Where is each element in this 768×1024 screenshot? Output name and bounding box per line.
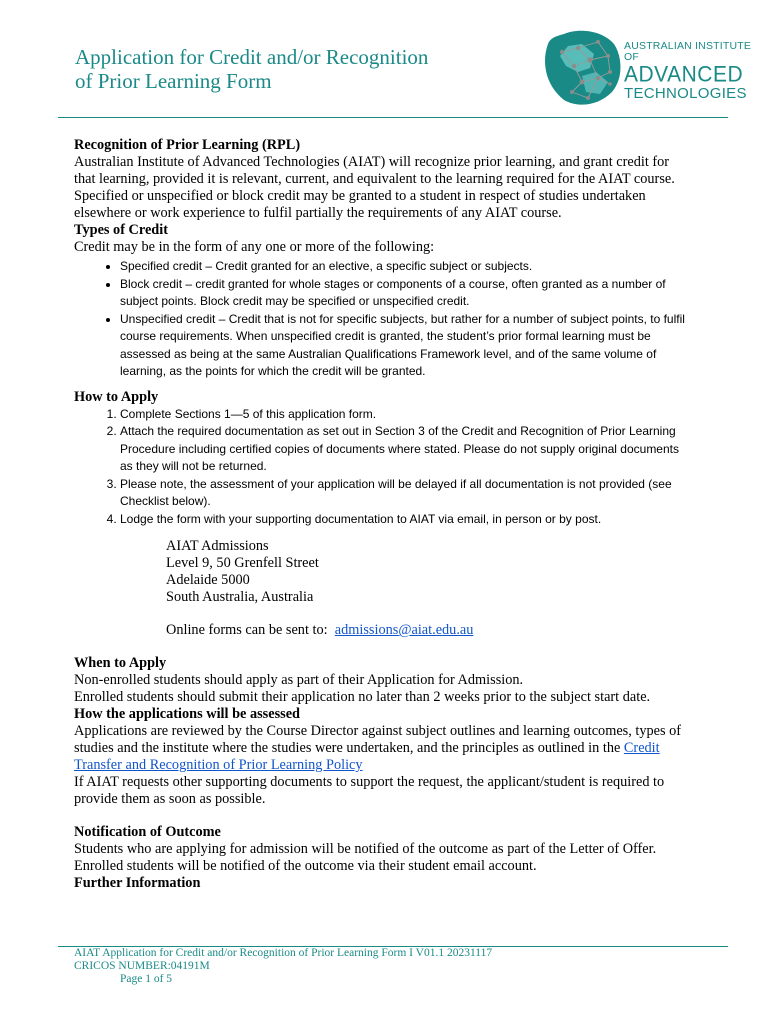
document-body	[74, 137, 694, 892]
online-forms-label: Online forms can be sent to:	[166, 622, 328, 638]
how-to-apply-heading: How to Apply	[74, 388, 159, 405]
outcome-heading: Notification of Outcome	[74, 824, 221, 840]
rpl-paragraph: Australian Institute of Advanced Technologies (AIAT) will recognize prior learning, and grant credit for that learning, provided it is relevant, current, and equivalent to the learning required for the AIAT course. Specified or unspecified or block credit may be granted to a student in respect of studies undertaken elsewhere or work experience to fulfil partially the requirements of any AIAT course.	[74, 154, 675, 221]
list-item: • Specified credit – Credit granted for an elective, a specific subject or subjects.	[120, 258, 694, 276]
when-line1: Non-enrolled students should apply as part of their Application for Admission.	[74, 672, 524, 688]
list-item: 4. Lodge the form with your supporting documentation to AIAT via email, in person or by post.	[120, 511, 694, 529]
outcome-line1: Students who are applying for admission will be notified of the outcome as part of the Letter of Offer.	[74, 841, 657, 857]
address-line: Level 9, 50 Grenfell Street	[166, 555, 319, 571]
page-footer	[74, 947, 492, 986]
list-item: 2. Attach the required documentation as set out in Section 3 of the Credit and Recognition of Prior Learning Procedure including certified copies of documents where stated. Please do not supply original documents as they will not be returned.	[120, 423, 694, 476]
types-intro: Credit may be in the form of any one or more of the following:	[74, 239, 435, 255]
postal-address	[166, 538, 694, 639]
footer-cricos: CRICOS NUMBER:04191M	[74, 960, 210, 972]
list-item: • Unspecified credit – Credit that is not for specific subjects, but rather for a number of subject points, to fulfil course requirements. When unspecified credit is granted, the student’s prior formal learning must be assessed as being at the same Australian Qualifications Framework level, and of the same volume of learning, as the points for which the credit will be granted.	[120, 311, 694, 381]
assessment-paragraph2: If AIAT requests other supporting documents to support the request, the applicant/student is required to provide them as soon as possible.	[74, 774, 665, 807]
apply-steps-list	[74, 406, 694, 529]
page-number: Page 1 of 5	[120, 973, 173, 985]
footer-line1: AIAT Application for Credit and/or Recognition of Prior Learning Form I V01.1 20231117	[74, 947, 493, 959]
header-divider	[58, 117, 728, 118]
assessment-heading: How the applications will be assessed	[74, 706, 300, 722]
logo-wordmark	[624, 41, 768, 101]
types-heading: Types of Credit	[74, 222, 168, 238]
admissions-email-link[interactable]: admissions@aiat.edu.au	[334, 622, 474, 638]
form-title-line1: Application for Credit and/or Recognition	[75, 45, 429, 69]
online-forms-line	[166, 622, 694, 639]
credit-types-list	[74, 258, 694, 381]
further-info-heading: Further Information	[74, 875, 201, 891]
address-line: Adelaide 5000	[166, 572, 250, 588]
form-title-line2: of Prior Learning Form	[75, 69, 272, 93]
address-line: AIAT Admissions	[166, 538, 269, 554]
address-line: South Australia, Australia	[166, 589, 314, 605]
logo-line2: ADVANCED	[624, 62, 744, 87]
policy-link[interactable]: Credit Transfer and Recognition of Prior Learning Policy	[74, 740, 660, 773]
list-item: • Block credit – credit granted for whole stages or components of a course, often granted as a number of subject points. Block credit may be specified or unspecified credit.	[120, 276, 694, 311]
assessment-text: Applications are reviewed by the Course Director against subject outlines and learning outcomes, types of studies and the institute where the studies were undertaken, and the principles as outlined in the	[74, 723, 682, 756]
list-item: 3. Please note, the assessment of your application will be delayed if all documentation is not provided (see Checklist below).	[120, 476, 694, 511]
outcome-line2: Enrolled students will be notified of the outcome via their student email account.	[74, 858, 537, 874]
form-title	[75, 45, 505, 93]
when-to-apply-heading: When to Apply	[74, 655, 167, 671]
logo-line3: TECHNOLOGIES	[624, 85, 747, 102]
when-line2: Enrolled students should submit their application no later than 2 weeks prior to the subject start date.	[74, 689, 651, 705]
logo-line1: AUSTRALIAN INSTITUTE OF	[624, 40, 752, 63]
assessment-paragraph	[74, 723, 694, 774]
list-item: 1. Complete Sections 1—5 of this application form.	[120, 406, 694, 424]
rpl-heading: Recognition of Prior Learning (RPL)	[74, 137, 301, 153]
